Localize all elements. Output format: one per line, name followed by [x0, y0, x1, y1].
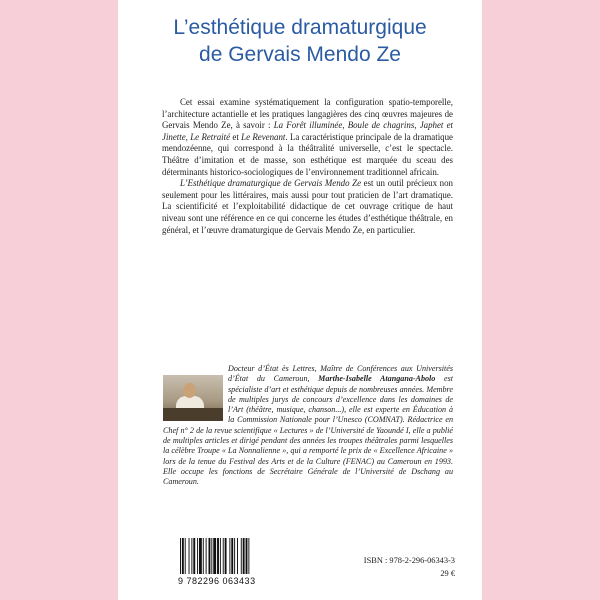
summary-paragraph-2 [162, 178, 453, 236]
isbn: ISBN : 978-2-296-06343-3 [363, 556, 455, 565]
back-cover-page [118, 0, 482, 600]
summary-text: et [230, 131, 242, 142]
author-biography [163, 364, 453, 488]
price: 29 € [440, 569, 455, 578]
summary-work-title: Le Revenant [241, 131, 286, 142]
summary-text: Cet essai examine systématiquement la configuration spatio-temporelle, l’architecture actantielle et les pratiques langagières des cinq œuvres majeures de Gervais Mendo Ze, à savoir : [162, 97, 453, 131]
summary-text: est un outil précieux non seulement pour les littéraires, mais aussi pour tout praticien de l’art dramatique. La scientificité et l’exploitabilité didactique de cet ouvrage critique de haut niveau sont une référence en ce qui concerne les études d’esthétique théâtrale, en général, et l’œuvre dramaturgique de Gervais Mendo Ze, en particulier. [162, 178, 453, 235]
summary-work-titles: La Forêt illuminée, Boule de chagrins, Japhet et Jinette, Le Retraité [162, 120, 453, 142]
summary-book-title: L’Esthétique dramaturgique de Gervais Mendo Ze [180, 178, 362, 189]
summary-text: . La caractéristique principale de la dramatique mendozéenne, qui correspond à la théâtralité universelle, c’est le spectacle. Théâtre d’imitation et de masse, son esthétique est marquée du sceau des déterminants historico-sociologiques de l’environnement traditionnel africain. [162, 131, 453, 177]
bio-text: est spécialiste d’art et esthétique depuis de nombreuses années. Membre de multiples jurys de concours d’excellence dans les domaines de l’Art (théâtre, musique, chanson...), elle est experte en Éducation à la Commission Nationale pour l’Unesco (COMNAT). Rédactrice en Chef n° 2 de la revue scientifique « Lectures » de l’Université de Yaoundé I, elle a publié de multiples articles et dirigé pendant des années les troupes théâtrales parmi lesquelles la célèbre Troupe « La Nonnalienne », qui a remporté le prix de « Excellence Africaine » lors de la tenue du Festival des Arts et de la Culture (FENAC) au Cameroun en 1993. Elle occupe les fonctions de Secrétaire Générale de l’Université de Dschang au Cameroun. [163, 374, 453, 487]
author-name: Marthe-Isabelle Atangana-Abolo [318, 374, 436, 384]
summary-paragraph-1 [162, 97, 453, 178]
bio-text: Docteur d’État ès Lettres, Maître de Conférences aux Universités d’État du Cameroun, [228, 364, 453, 384]
book-summary [162, 97, 453, 236]
book-title-line-1: L’esthétique dramaturgique [173, 16, 427, 39]
barcode-bars [178, 538, 278, 576]
barcode-digits: 9 782296 063433 [178, 576, 256, 586]
book-title-line-2: de Gervais Mendo Ze [199, 43, 401, 66]
book-title [118, 14, 482, 68]
barcode [178, 538, 278, 590]
